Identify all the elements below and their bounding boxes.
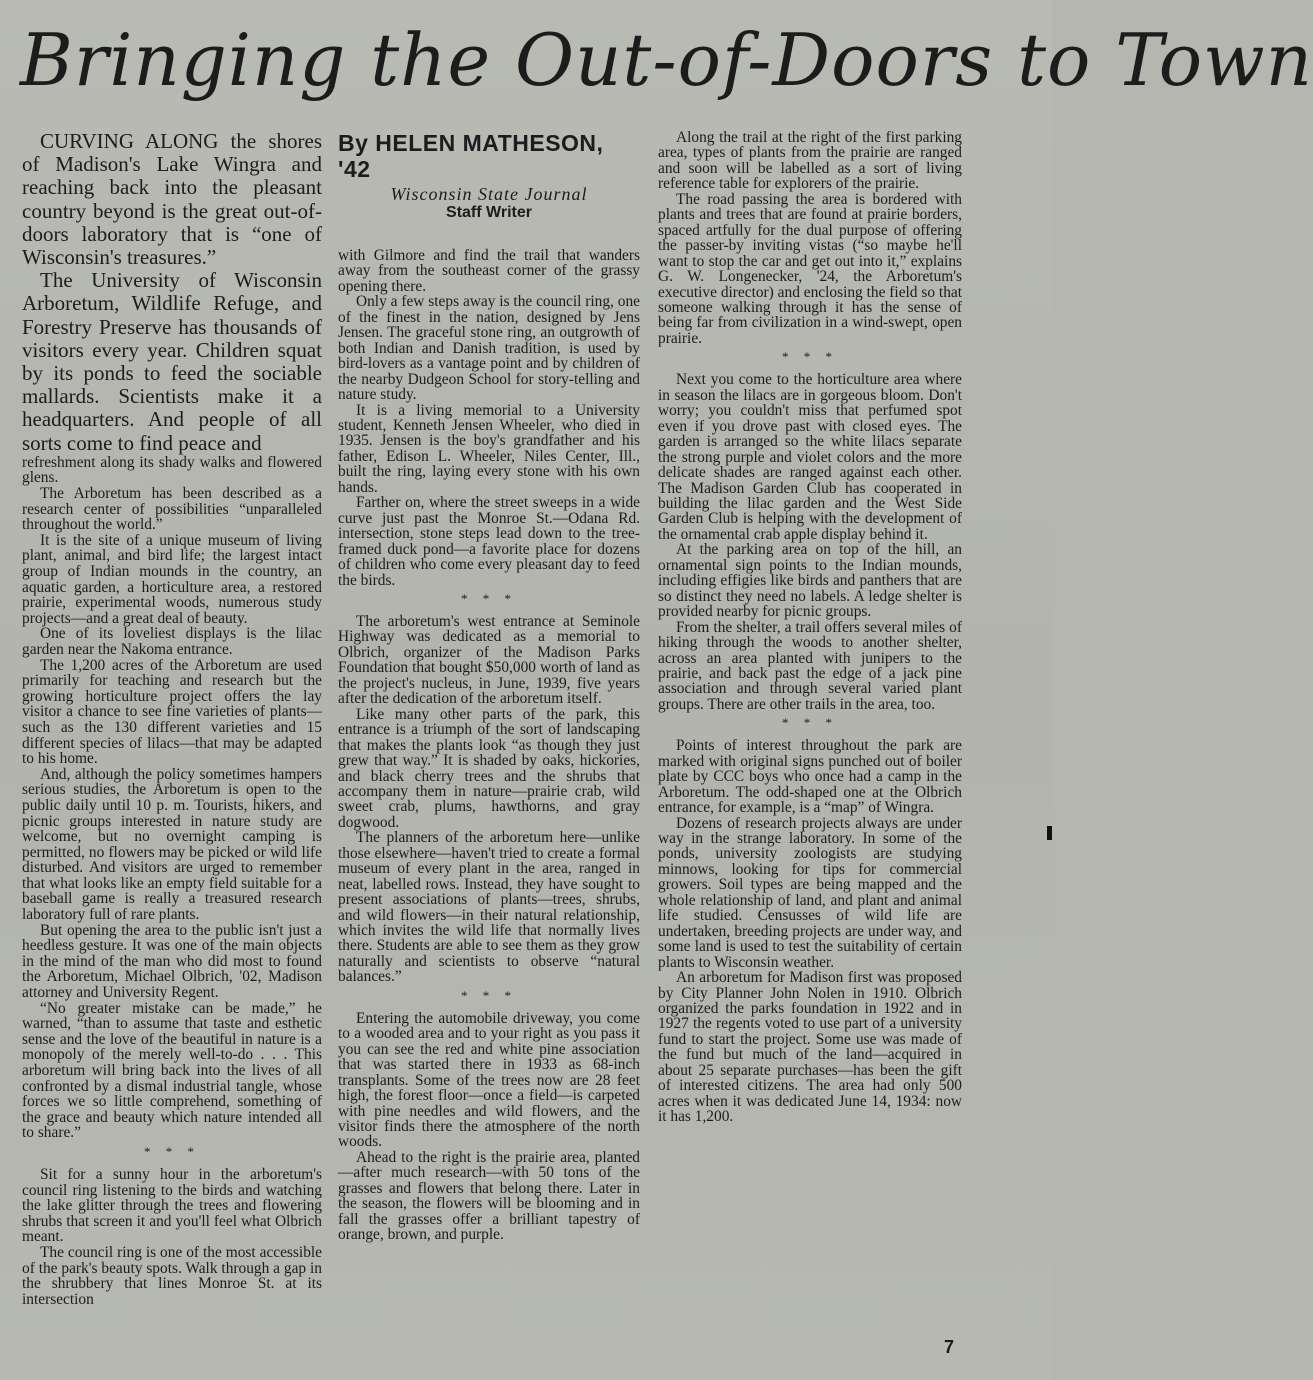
body-section [338, 248, 640, 1243]
paragraph: Dozens of research projects always are under way in the strange laboratory. In some of the ponds, university zoologists are studying minnows, looking for tips for commercial growers. Soil types are being mapped and the whole relationship of land, and plant and animal life studied. Censusses of wild life are undertaken, breeding projects are under way, and some land is used to test the suitability of certain plants to Wisconsin weather. [658, 814, 962, 971]
author-role: Staff Writer [446, 204, 532, 221]
column-2 [338, 130, 640, 1243]
paragraph: But opening the area to the public isn't just a heedless gesture. It was one of the main objects in the mind of the man who did most to found the Arboretum, Michael Olbrich, '02, Madison attorney and University Regent. [22, 921, 322, 1002]
page-headline: Bringing the Out-of-Doors to Town [20, 18, 1313, 102]
paragraph: Along the trail at the right of the first parking area, types of plants from the prairie are ranged and soon will be labelled as a sort of living reference table for explorers of the prairie. [658, 129, 962, 193]
paragraph: Entering the automobile driveway, you come to a wooded area and to your right as you pass it you can see the red and white pine association that was started there in 1933 as 68-inch transplants. Some of the trees now are 28 feet high, the forest floor—once a field—is carpeted with pine needles and wild flowers, and the visitor finds there the atmosphere of the north woods. [338, 1009, 640, 1151]
paragraph: with Gilmore and find the trail that wanders away from the southeast corner of the grassy opening there. [338, 247, 640, 295]
lede-paragraph: The University of Wisconsin Arboretum, Wildlife Refuge, and Forestry Preserve has thousands of visitors every year. Children squat by its ponds to feed the sociable mallards. Scientists make it a headquarters. And people of all sorts come to find peace and [22, 268, 322, 455]
edge-mark [1047, 826, 1052, 840]
paragraph: Sit for a sunny hour in the arboretum's council ring listening to the birds and watching the lake glitter through the trees and flowering shrubs that screen it and you'll feel what Olbrich meant. [22, 1165, 322, 1246]
paragraph: From the shelter, a trail offers several miles of hiking through the woods to another shelter, across an area planted with junipers to the prairie, and back past the edge of a jack pine association and through several varied plant groups. There are other trails in the area, too. [658, 618, 962, 713]
lede-section [22, 130, 322, 455]
paragraph: The arboretum's west entrance at Seminole Highway was dedicated as a memorial to Olbrich, organizer of the Madison Parks Foundation that bought $50,000 worth of land as the project's nucleus, in June, 1939, five years after the dedication of the arboretum itself. [338, 612, 640, 708]
publication-name: Wisconsin State Journal [390, 184, 588, 204]
paragraph: Ahead to the right is the prairie area, planted—after much research—with 50 tons of the grasses and flowers that belong there. Later in the season, the flowers will be blooming and in fall the grasses offer a brilliant tapestry of orange, brown, and purple. [338, 1148, 640, 1244]
paragraph: The road passing the area is bordered with plants and trees that are found at prairie borders, spaced artfully for the dual purpose of offering the passer-by inviting vistas (“so maybe he'll want to stop the car and get out into it,” explains G. W. Longenecker, '24, the Arboretum's executive director) and enclosing the field so that someone walking through it has the sense of being far from civilization in a wind-swept, open prairie. [658, 190, 962, 347]
paragraph: The Arboretum has been described as a research center of possibilities “unparalleled throughout the world.” [22, 485, 322, 534]
paragraph: The 1,200 acres of the Arboretum are used primarily for teaching and research but the growing horticulture project offers the lay visitor a chance to see fine varieties of plants—such as the 130 different varieties and 15 different species of lilacs—that may be adapted to his home. [22, 656, 322, 768]
lede-paragraph: CURVING ALONG the shores of Madison's Lake Wingra and reaching back into the pleasant country beyond is the great out-of-doors laboratory that is “one of Wisconsin's treasures.” [22, 129, 322, 270]
paragraph: refreshment along its shady walks and flowered glens. [22, 453, 322, 487]
column-3 [658, 130, 962, 1125]
section-separator: * * * [782, 349, 838, 365]
paragraph: “No greater mistake can be made,” he warned, “than to assume that taste and esthetic sense and the love of the beautiful in nature is a monopoly of the merely well-to-do . . . This arboretum will bring back into the lives of all confronted by a dismal industrial tangle, whose forces we so little comprehend, something of the grace and beauty which nature intended all to share.” [22, 999, 322, 1142]
page-number: 7 [943, 1337, 954, 1357]
paragraph: An arboretum for Madison first was proposed by City Planner John Nolen in 1910. Olbrich organized the parks foundation in 1922 and in 1927 the regents voted to use part of a university fund to start the project. Some use was made of the fund but much of the land—acquired in about 25 separate purchases—has been the gift of interested citizens. The area had only 500 acres when it was dedicated June 14, 1934: now it has 1,200. [658, 969, 962, 1126]
paragraph: Like many other parts of the park, this entrance is a triumph of the sort of landscaping that makes the plants look “as though they just grew that way.” It is shaded by oaks, hickories, and black cherry trees and the shrubs that accompany them in nature—prairie crab, wild sweet crab, plums, hawthorns, and gray dogwood. [338, 705, 640, 831]
paragraph: It is the site of a unique museum of living plant, animal, and bird life; the largest intact group of Indian mounds in the country, an aquatic garden, a horticulture area, a restored prairie, experimental woods, numerous study projects—and a great deal of beauty. [22, 531, 322, 627]
paragraph: One of its loveliest displays is the lilac garden near the Nakoma entrance. [22, 625, 322, 658]
paragraph: The council ring is one of the most accessible of the park's beauty spots. Walk through a gap in the shrubbery that lines Monroe St. at its intersection [22, 1243, 322, 1308]
paragraph: The planners of the arboretum here—unlike those elsewhere—haven't tried to create a formal museum of every plant in the area, ranged in neat, labelled rows. Instead, they have sought to present associations of plants—trees, shrubs, and wild flowers—in their natural relationship, which invites the wild life that normally lives there. Students are able to see them as they grow naturally and scientists to observe “natural balances.” [338, 829, 640, 986]
section-separator: * * * [461, 987, 517, 1003]
section-separator: * * * [461, 590, 517, 606]
paragraph: At the parking area on top of the hill, an ornamental sign points to the Indian mounds, including effigies like birds and panthers that are so distinct they need no labels. A ledge shelter is provided nearby for picnic groups. [658, 541, 962, 621]
byline [338, 130, 640, 222]
paragraph: Farther on, where the street sweeps in a wide curve just past the Monroe St.—Odana Rd. intersection, stone steps lead down to the tree-framed duck pond—a favorite place for dozens of children who come every pleasant day to feed the birds. [338, 494, 640, 589]
paragraph: Only a few steps away is the council ring, one of the finest in the nation, designed by Jens Jensen. The graceful stone ring, an outgrowth of both Indian and Danish tradition, is used by bird-lovers as a vantage point and by children of the nearby Dudgeon School for story-telling and nature study. [338, 293, 640, 404]
paragraph: It is a living memorial to a University student, Kenneth Jensen Wheeler, who died in 1935. Jensen is the boy's grandfather and his father, Edison L. Wheeler, Niles Center, Ill., built the ring, laying every stone with his own hands. [338, 401, 640, 496]
column-1 [22, 130, 322, 1307]
section-separator: * * * [144, 1143, 200, 1159]
author-name: By HELEN MATHESON, '42 [338, 130, 604, 182]
paragraph: And, although the policy sometimes hampers serious studies, the Arboretum is open to the public daily until 10 p. m. Tourists, hikers, and picnic groups interested in nature study are welcome, but no overnight camping is permitted, no flowers may be picked or wild life disturbed. And visitors are urged to remember that what looks like an empty field suitable for a baseball game is really a treasured research laboratory full of rare plants. [22, 765, 322, 924]
body-section [22, 455, 322, 1307]
paragraph: Next you come to the horticulture area where in season the lilacs are in gorgeous bloom. Don't worry; you couldn't miss that perfumed spot even if you drove past with closed eyes. The garden is arranged so the white lilacs separate the strong purple and violet colors and the more delicate shades are ranged against each other. The Madison Garden Club has cooperated in building the lilac garden and the West Side Garden Club is helping with the development of the ornamental crab apple display behind it. [658, 371, 962, 543]
paragraph: Points of interest throughout the park are marked with original signs punched out of boiler plate by CCC boys who once had a camp in the Arboretum. The odd-shaped one at the Olbrich entrance, for example, is a “map” of Wingra. [658, 737, 962, 817]
section-separator: * * * [782, 715, 838, 731]
body-section [658, 130, 962, 1125]
